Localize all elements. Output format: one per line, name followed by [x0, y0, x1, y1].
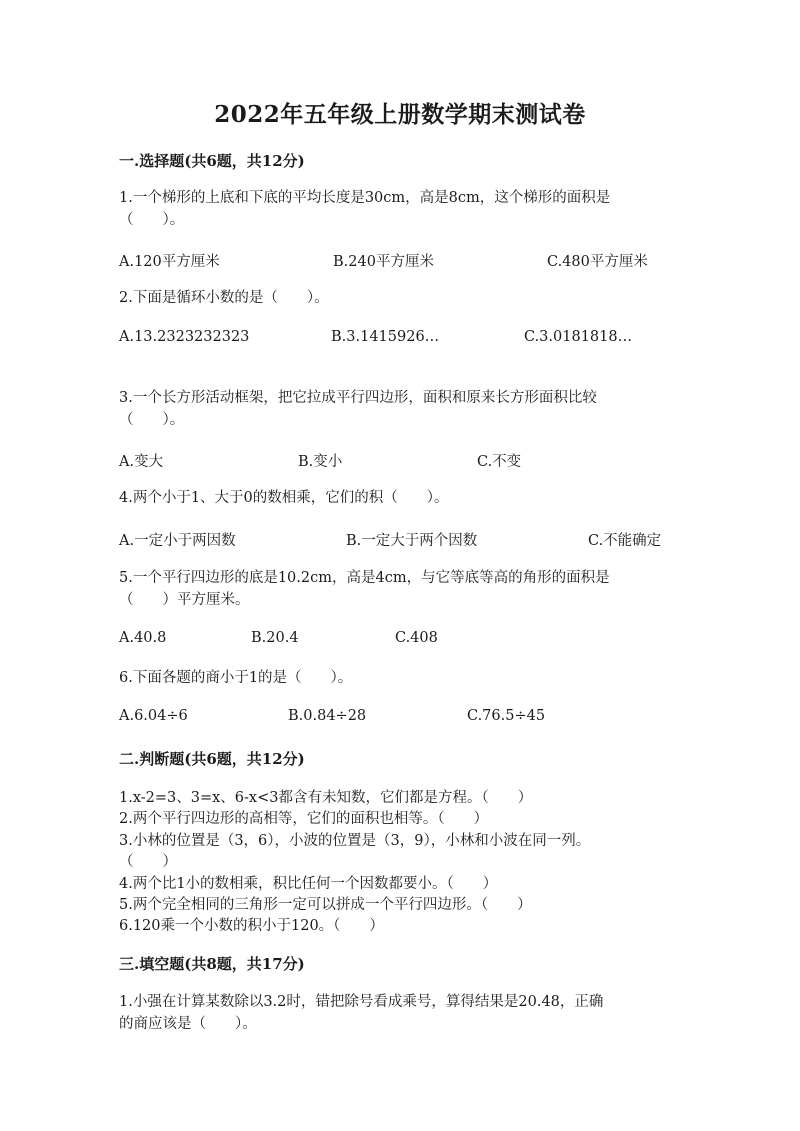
judge-item: 6.120乘一个小数的积小于120。（ ） — [119, 918, 384, 934]
question-text: 2.下面是循环小数的是（ ）。 — [119, 290, 329, 306]
option-c: C.不能确定 — [588, 533, 662, 549]
judge-item: 5.两个完全相同的三角形一定可以拼成一个平行四边形。（ ） — [119, 897, 532, 913]
option-b: B.变小 — [298, 454, 343, 470]
option-b: B.3.1415926… — [331, 329, 440, 345]
option-b: B.240平方厘米 — [333, 254, 434, 270]
option-a: A.一定小于两因数 — [119, 533, 236, 549]
page-title: 2022年五年级上册数学期末测试卷 — [214, 101, 586, 128]
option-a: A.120平方厘米 — [119, 254, 220, 270]
option-c: C.480平方厘米 — [547, 254, 648, 270]
option-b: B.一定大于两个因数 — [346, 533, 478, 549]
question-text: 3.一个长方形活动框架，把它拉成平行四边形，面积和原来长方形面积比较 — [119, 390, 597, 406]
option-c: C.76.5÷45 — [467, 708, 546, 724]
option-b: B.0.84÷28 — [288, 708, 367, 724]
section-heading-choice: 一.选择题(共6题，共12分) — [119, 152, 305, 170]
judge-item: 3.小林的位置是（3，6），小波的位置是（3，9），小林和小波在同一列。 — [119, 833, 591, 849]
question-text: 4.两个小于1、大于0的数相乘，它们的积（ ）。 — [119, 490, 449, 506]
option-c: C.不变 — [477, 454, 522, 470]
question-text: （ ）平方厘米。 — [119, 592, 250, 608]
option-c: C.408 — [395, 630, 438, 646]
judge-item: 1.x-2=3、3=x、6-x<3都含有未知数，它们都是方程。（ ） — [119, 790, 533, 806]
judge-item: （ ） — [119, 854, 177, 870]
section-heading-judge: 二.判断题(共6题，共12分) — [119, 750, 305, 768]
option-c: C.3.0181818… — [524, 329, 633, 345]
question-text: 1.小强在计算某数除以3.2时，错把除号看成乘号，算得结果是20.48，正确 — [119, 994, 604, 1010]
option-b: B.20.4 — [251, 630, 299, 646]
question-text: 1.一个梯形的上底和下底的平均长度是30cm，高是8cm，这个梯形的面积是 — [119, 190, 611, 206]
section-heading-fill: 三.填空题(共8题，共17分) — [119, 955, 305, 973]
option-a: A.6.04÷6 — [119, 708, 188, 724]
option-a: A.13.2323232323 — [119, 329, 250, 345]
question-text: （ ）。 — [119, 412, 185, 428]
question-text: （ ）。 — [119, 212, 185, 228]
option-a: A.变大 — [119, 454, 164, 470]
judge-item: 2.两个平行四边形的高相等，它们的面积也相等。（ ） — [119, 811, 489, 827]
option-a: A.40.8 — [119, 630, 167, 646]
judge-item: 4.两个比1小的数相乘，积比任何一个因数都要小。（ ） — [119, 876, 498, 892]
question-text: 的商应该是（ ）。 — [119, 1016, 257, 1032]
question-text: 6.下面各题的商小于1的是（ ）。 — [119, 670, 353, 686]
question-text: 5.一个平行四边形的底是10.2cm，高是4cm，与它等底等高的角形的面积是 — [119, 570, 610, 586]
